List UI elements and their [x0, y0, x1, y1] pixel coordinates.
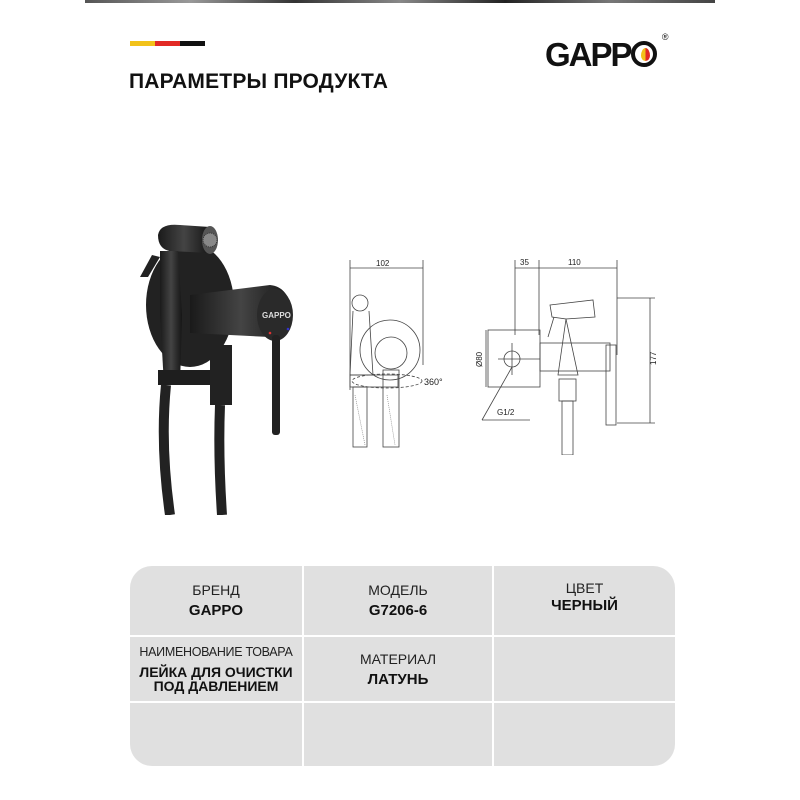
brand-logo: [545, 32, 669, 73]
spec-value: ЧЕРНЫЙ: [551, 597, 618, 614]
spec-label: МАТЕРИАЛ: [359, 650, 437, 667]
spec-value: ЛАТУНЬ: [367, 670, 429, 688]
spec-value: G7206-6: [368, 602, 428, 619]
dim-35: 35: [520, 258, 529, 267]
svg-text:GAPPO: GAPPO: [262, 311, 291, 320]
spec-cell-empty: [494, 703, 675, 766]
dim-102: 102: [376, 259, 390, 268]
flag-red-stripe: [155, 41, 180, 46]
spec-cell-empty: [494, 637, 675, 703]
spec-label: ЦВЕТ: [565, 580, 604, 596]
spec-cell-empty: [130, 703, 304, 766]
spec-table: [130, 566, 675, 766]
spec-label: БРЕНД: [192, 582, 240, 598]
spec-cell-brand: [130, 566, 304, 637]
tricolor-bar: [130, 41, 205, 46]
logo-wordmark: GAPP: [545, 35, 631, 73]
dim-110: 110: [568, 258, 581, 267]
spec-cell-model: [304, 566, 494, 637]
registered-mark: ®: [661, 32, 669, 42]
logo-flame-o-icon: [631, 41, 657, 67]
spec-cell-product-name: [130, 637, 304, 703]
dim-177: 177: [649, 351, 658, 365]
top-border-strip: [85, 0, 715, 3]
spec-cell-color: [494, 566, 675, 637]
page-title: ПАРАМЕТРЫ ПРОДУКТА: [129, 70, 389, 93]
spec-value: GAPPO: [188, 602, 244, 619]
dim-g12: G1/2: [497, 408, 515, 417]
dim-diameter-80: Ø80: [475, 351, 484, 367]
side-view-drawing: [335, 255, 460, 450]
front-view-drawing: [470, 255, 670, 455]
spec-value: ЛЕЙКА ДЛЯ ОЧИСТКИ ПОД ДАВЛЕНИЕМ: [139, 664, 293, 694]
spec-label: МОДЕЛЬ: [368, 582, 428, 598]
dim-360: 360°: [424, 377, 443, 387]
spec-cell-material: [304, 637, 494, 703]
product-photo: [130, 215, 310, 515]
flag-black-stripe: [180, 41, 205, 46]
flag-yellow-stripe: [130, 41, 155, 46]
spec-label: НАИМЕНОВАНИЕ ТОВАРА: [139, 645, 293, 659]
spec-cell-empty: [304, 703, 494, 766]
